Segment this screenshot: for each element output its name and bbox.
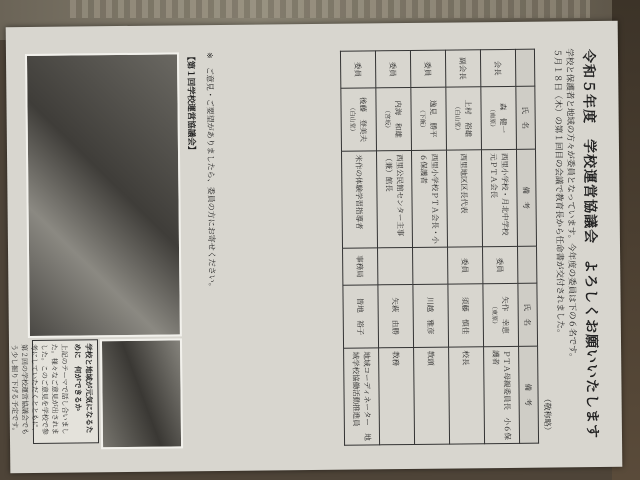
table-row bbox=[480, 49, 519, 443]
intro-text bbox=[551, 48, 579, 440]
table-header: 備 考 bbox=[519, 346, 539, 443]
member-name bbox=[413, 284, 449, 347]
member-area: （宮坂） bbox=[383, 107, 391, 132]
section-label: 【第１回学校運営協議会】 bbox=[184, 52, 197, 155]
member-role bbox=[413, 247, 448, 284]
member-role: 事務局 bbox=[343, 248, 378, 285]
member-name-text: 川越 雅彦 bbox=[426, 296, 436, 335]
member-role: 委員 bbox=[483, 246, 518, 283]
table-header: 備 考 bbox=[516, 149, 536, 246]
page-title: 令和５年度 学校運営協議会 よろしくお願いいたします bbox=[579, 49, 601, 440]
discussion-box-text: 上記のテーマで話し合いました。様々なご意見が出されました。このご意見を学校で参考にしていただくとともに、第２回の学校運営協議会でもう少し掘り下げる予定です。 bbox=[10, 343, 69, 436]
member-remarks: 西里地区区長代表 bbox=[446, 150, 482, 247]
document-page bbox=[10, 34, 611, 460]
table-row bbox=[375, 50, 414, 444]
member-remarks: 西里小学校・月北中学校 元ＰＴＡ会長 bbox=[481, 149, 517, 246]
member-remarks: 教頭 bbox=[414, 347, 450, 444]
member-remarks: 地域コーディネーター 地域学校協働活動推進員 bbox=[344, 348, 380, 445]
meeting-photo-small bbox=[100, 338, 183, 449]
member-area: （白山堂） bbox=[453, 103, 461, 134]
member-name bbox=[446, 87, 482, 150]
member-name bbox=[481, 86, 517, 149]
table-row bbox=[340, 51, 379, 445]
table-row bbox=[445, 50, 484, 444]
member-remarks: 校長 bbox=[449, 347, 485, 444]
member-name bbox=[378, 284, 414, 347]
member-role bbox=[378, 247, 413, 284]
member-name-text: 矢作 幸恵 bbox=[500, 296, 510, 334]
member-name bbox=[411, 87, 447, 150]
member-remarks: 西里公民館センター主事（兼）館長 bbox=[376, 150, 412, 247]
member-name bbox=[483, 283, 519, 346]
member-remarks: ＰＴＡ母親委員長 小６保護者 bbox=[484, 346, 520, 443]
member-name-text: 森 健一 bbox=[498, 102, 508, 134]
member-name bbox=[448, 284, 484, 347]
member-role: 副会長 bbox=[445, 50, 480, 87]
member-name-text: 逸見 勝平 bbox=[428, 99, 438, 138]
meeting-photo-large bbox=[25, 52, 182, 338]
table-header: 氏 名 bbox=[518, 283, 538, 346]
member-name-text: 皆地 裕子 bbox=[356, 297, 366, 336]
member-remarks: 西里小学校ＰＴＡ会長・小６保護者 bbox=[411, 150, 447, 247]
intro-line-2: ５月１８日（木）の第１回目の会議で教育長から任命書が交付されました。 bbox=[551, 48, 565, 338]
paper-sheet bbox=[6, 21, 623, 473]
member-name bbox=[376, 87, 412, 150]
table-header bbox=[515, 49, 534, 86]
member-role: 委員 bbox=[410, 50, 445, 87]
table-header: 氏 名 bbox=[516, 86, 536, 149]
member-role: 委員 bbox=[448, 247, 483, 284]
footnote: ※ ご意見・ご要望がありましたら、委員の方にお寄せください。 bbox=[204, 52, 217, 291]
member-name bbox=[343, 285, 379, 348]
member-name-text: 内海 和雄 bbox=[393, 100, 403, 138]
member-remarks: 教務 bbox=[379, 347, 415, 444]
member-role: 会長 bbox=[480, 49, 515, 86]
member-name-text: 須藤 慎佳 bbox=[461, 296, 471, 335]
member-role: 委員 bbox=[375, 50, 410, 87]
member-name-text: 上村 裕雄 bbox=[463, 99, 473, 138]
member-name bbox=[341, 88, 377, 151]
member-remarks: 米作の体験学習指導者 bbox=[341, 151, 377, 248]
member-area: （下飯） bbox=[418, 106, 426, 131]
member-area: （東原） bbox=[490, 303, 498, 328]
members-table bbox=[340, 49, 539, 446]
table-header bbox=[518, 246, 537, 283]
intro-line-1: 学校と保護者と地域の方々が委員となっています。今年度の委員は下の６名です。 bbox=[563, 48, 578, 362]
member-area: （南原） bbox=[488, 106, 496, 131]
discussion-box-title: 学校と地域が元気になるために 何ができるか bbox=[72, 343, 94, 434]
member-name-text: 矢萩 由勝 bbox=[391, 297, 401, 335]
table-row bbox=[410, 50, 449, 444]
member-area: （白山堂） bbox=[348, 104, 356, 135]
member-name-text: 後藤 登美夫 bbox=[358, 96, 368, 143]
honorific-note: （敬称略） bbox=[542, 394, 552, 435]
discussion-box bbox=[10, 339, 99, 444]
member-role: 委員 bbox=[340, 51, 375, 88]
